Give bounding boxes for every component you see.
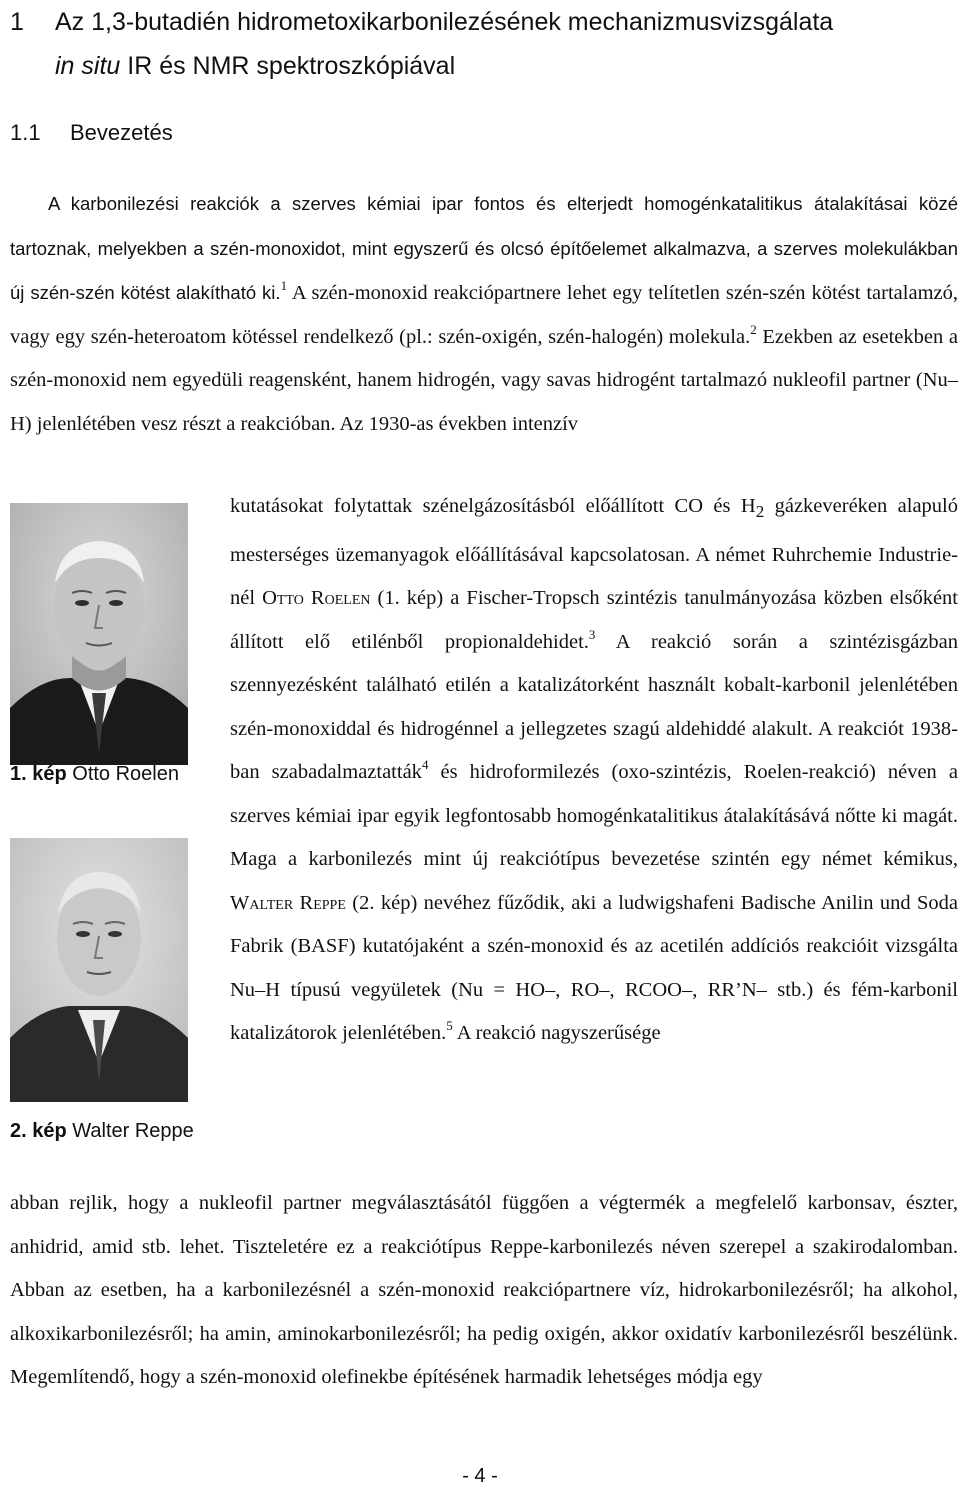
history-text-e: és hidroformilezés (oxo-szintézis, Roelen-reakció) néven a szerves kémiai ipar egyik legfontosabb homogénkatalitikus átalakításává nőtte ki magát. Maga a karbonilezés mint új reakciótípus bevezetése szintén egy német kémikus, bbox=[230, 761, 958, 871]
intro-text-b: A szén-monoxid reakciópartnere lehet egy telítetlen szén-szén kötést tartalamzó, vagy egy szén-heteroatom kötéssel rendelkező (pl.: szén-oxigén, szén-halogén) molekula. bbox=[10, 282, 958, 348]
chapter-title-italic: in situ bbox=[55, 52, 121, 80]
ref-4[interactable]: 4 bbox=[421, 757, 429, 773]
chapter-title-line2: IR és NMR spektroszkópiával bbox=[120, 52, 456, 80]
history-text-f: (2. kép) nevéhez fűződik, aki a ludwigshafeni Badische Anilin und Soda Fabrik (BASF) kutatójaként a szén-monoxid és az acetilén addíciós reakcióit vizsgálta Nu–H típusú vegyületek (Nu = HO–, RO–, RCOO–, RR’N– stb.) és fém-karbonil katalizátorok jelenlétében. bbox=[230, 891, 958, 1045]
history-text-a: kutatásokat folytattak szénelgázosításból előállított CO és H bbox=[230, 495, 756, 517]
ref-5[interactable]: 5 bbox=[446, 1018, 453, 1034]
page-number: - 4 - bbox=[462, 1465, 498, 1487]
portrait-photo-roelen bbox=[10, 503, 188, 765]
intro-paragraph bbox=[10, 182, 958, 446]
figure-walter-reppe bbox=[10, 838, 188, 1102]
figure-caption-text-2: Walter Reppe bbox=[66, 1120, 194, 1142]
figure-label-1: 1. kép bbox=[10, 763, 67, 785]
ref-3[interactable]: 3 bbox=[588, 626, 596, 642]
reppe-text: abban rejlik, hogy a nukleofil partner megválasztásától függően a végtermék a megfelelő karbonsav, észter, anhidrid, amid stb. lehet. Tiszteletére ez a reakciótípus Reppe-karbonilezés néven szerepel a szakirodalomban. Abban az esetben, ha a karbonilezésnél a szén-monoxid reakciópartnere víz, hidrokarbonilezésről; ha alkohol, alkoxikarbonilezésről; ha amin, aminokarbonilezésről; ha pedig oxigén, akkor oxidatív karbonilezésről beszélünk. Megemlítendő, hogy a szén-monoxid olefinekbe építésének harmadik lehetséges módja egy bbox=[10, 1192, 958, 1388]
figure-caption-text-1: Otto Roelen bbox=[66, 763, 179, 785]
ref-1[interactable]: 1 bbox=[280, 278, 288, 293]
history-text-b: gázkeveréken alapuló mesterséges üzemanyagok előállításával kapcsolatosan. A német Ruhrchemie Industrie-nél bbox=[230, 495, 959, 610]
chapter-heading bbox=[10, 0, 833, 88]
h2-subscript: 2 bbox=[755, 502, 765, 522]
history-text-d: A reakció során a szintézisgázban szennyezésként található etilén a katalizátorként használt kobalt-karbonil jelenlétében szén-monoxiddal és hidrogénnel a jellegzetes szagú aldehiddé alakult. A reakciót 1938-ban szabadalmaztatták bbox=[230, 630, 959, 784]
figure-otto-roelen bbox=[10, 503, 188, 765]
history-text-g: A reakció nagyszerűsége bbox=[452, 1022, 661, 1045]
section-heading bbox=[10, 113, 173, 153]
portrait-photo-reppe bbox=[10, 838, 188, 1102]
figure-label-2: 2. kép bbox=[10, 1120, 67, 1142]
reppe-paragraph bbox=[10, 1182, 958, 1400]
section-number: 1.1 bbox=[10, 120, 41, 145]
history-text-c: (1. kép) a Fischer-Tropsch szintézis tanulmányozása közben elsőként állított elő etilénből propionaldehidet. bbox=[230, 587, 959, 653]
intro-text-c: Ezekben az esetekben a szén-monoxid nem egyedüli reagensként, hanem hidrogén, vagy savas hidrogént tartalmazó nukleofil partner (Nu–H) jelenlétében vesz részt a reakcióban. Az 1930-as években intenzív bbox=[10, 325, 958, 435]
figure-caption-2 bbox=[10, 1120, 194, 1143]
name-walter-reppe: Walter Reppe bbox=[230, 891, 346, 914]
figure-caption-1 bbox=[10, 763, 179, 786]
ref-2[interactable]: 2 bbox=[750, 321, 757, 337]
chapter-title-line1: Az 1,3-butadién hidrometoxikarbonilezésének mechanizmusvizsgálata bbox=[55, 8, 834, 36]
history-paragraph bbox=[230, 485, 958, 1056]
name-otto-roelen: Otto Roelen bbox=[262, 587, 371, 610]
chapter-number: 1 bbox=[10, 8, 24, 36]
intro-text-a: A karbonilezési reakciók a szerves kémiai ipar fontos és elterjedt homogénkatalitikus átalakításai közé tartoznak, melyekben a szén-monoxidot, mint egyszerű és olcsó építőelemet alkalmazva, a szerves molekulákban új szén-szén kötést alakítható ki. bbox=[10, 193, 958, 303]
section-title: Bevezetés bbox=[70, 120, 173, 145]
